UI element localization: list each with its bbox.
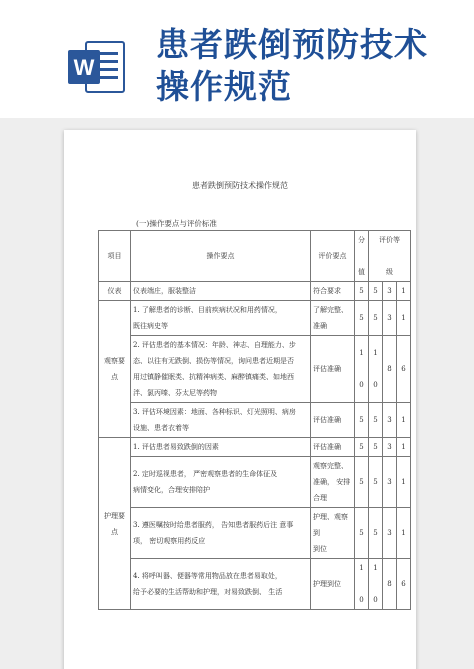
score-cell: 1	[397, 301, 411, 336]
score-cell: 5	[369, 457, 383, 508]
table-row	[99, 457, 411, 508]
document-banner	[0, 0, 474, 118]
score-cell: 5	[355, 457, 369, 508]
score-cell: 3	[383, 301, 397, 336]
score-cell: 5	[355, 282, 369, 301]
header-score-bottom: 值	[358, 268, 365, 276]
score-cell: 3	[383, 282, 397, 301]
score-cell: 5	[355, 508, 369, 559]
score-cell: 1 0	[355, 336, 369, 403]
score-cell: 5	[369, 403, 383, 438]
row-eval: 评估准确	[311, 336, 355, 403]
table-row	[99, 438, 411, 457]
score-cell: 3	[383, 403, 397, 438]
row-point: 仪表端庄，服装整洁	[131, 282, 311, 301]
header-item: 项目	[99, 231, 131, 282]
evaluation-table	[98, 230, 411, 610]
row-eval: 观察完整、 准确， 安排 合理	[311, 457, 355, 508]
score-cell: 1	[397, 438, 411, 457]
header-grade	[369, 231, 411, 282]
score-cell: 1 0	[369, 559, 383, 610]
score-cell: 3	[383, 457, 397, 508]
row-eval: 评估准确	[311, 403, 355, 438]
row-eval: 符合要求	[311, 282, 355, 301]
row-point: 3. 遵医嘱按时给患者服药， 告知患者服药后注 意事 项， 密切观察用药反应	[131, 508, 311, 559]
score-cell: 6	[397, 559, 411, 610]
score-cell: 5	[369, 282, 383, 301]
header-eval: 评价要点	[311, 231, 355, 282]
observe-group-label: 观察要点	[99, 301, 131, 438]
score-cell: 1	[397, 403, 411, 438]
score-cell: 3	[383, 438, 397, 457]
score-cell: 1	[397, 508, 411, 559]
section-heading: (一)操作要点与评价标准	[136, 219, 217, 228]
nursing-group-label: 护理要点	[99, 438, 131, 610]
banner-title	[156, 24, 428, 108]
score-cell: 6	[397, 336, 411, 403]
table-row	[99, 336, 411, 403]
row-point: 1. 评估患者易致跌倒的因素	[131, 438, 311, 457]
document-preview	[0, 118, 474, 669]
header-grade-top: 评价等	[379, 236, 401, 244]
row-item: 仪表	[99, 282, 131, 301]
row-eval: 评估准确	[311, 438, 355, 457]
row-point: 3. 评估环境因素：地面、各种标识、灯光照明、病房 设施、患者衣着等	[131, 403, 311, 438]
row-eval: 了解完整、 准确	[311, 301, 355, 336]
score-cell: 5	[369, 438, 383, 457]
score-cell: 5	[369, 508, 383, 559]
table-header-row	[99, 231, 411, 282]
table-row	[99, 403, 411, 438]
table-row	[99, 559, 411, 610]
score-cell: 5	[355, 438, 369, 457]
table-row	[99, 282, 411, 301]
word-icon	[66, 36, 128, 98]
row-point: 2. 定时巡视患者， 严密观察患者的生命体征及 病情变化，合理安排陪护	[131, 457, 311, 508]
row-eval: 护理、观察到 到位	[311, 508, 355, 559]
score-cell: 8	[383, 336, 397, 403]
table-row	[99, 508, 411, 559]
document-title: 患者跌倒预防技术操作规范	[192, 181, 288, 190]
row-point: 2. 评估患者的基本情况：年龄、神志、自理能力、步 态、以往有无跌倒、损伤等情况，询问患者近期是否 用过镇静催眠类、抗精神病类、麻醉镇痛类、如地西 泮、氯丙嗪、芬太尼等药物	[131, 336, 311, 403]
row-point: 1. 了解患者的诊断、目前疾病状况和用药情况， 既往病史等	[131, 301, 311, 336]
score-cell: 5	[355, 403, 369, 438]
score-cell: 1	[397, 457, 411, 508]
score-cell: 1 0	[355, 559, 369, 610]
header-points: 操作要点	[131, 231, 311, 282]
score-cell: 5	[369, 301, 383, 336]
document-page	[64, 130, 416, 669]
banner-title-line-1: 患者跌倒预防技术	[156, 25, 428, 64]
score-cell: 1	[397, 282, 411, 301]
score-cell: 5	[355, 301, 369, 336]
score-cell: 3	[383, 508, 397, 559]
header-score-top: 分	[358, 236, 365, 244]
header-score	[355, 231, 369, 282]
banner-title-line-2: 操作规范	[156, 67, 292, 106]
score-cell: 1 0	[369, 336, 383, 403]
score-cell: 8	[383, 559, 397, 610]
header-grade-bottom: 级	[386, 268, 394, 276]
word-logo-letter: W	[73, 55, 95, 80]
row-point: 4. 将呼叫器、便器等常用物品放在患者易取处， 给予必要的生活帮助和护理，对易致跌倒、 生活	[131, 559, 311, 610]
table-row	[99, 301, 411, 336]
row-eval: 护理到位	[311, 559, 355, 610]
